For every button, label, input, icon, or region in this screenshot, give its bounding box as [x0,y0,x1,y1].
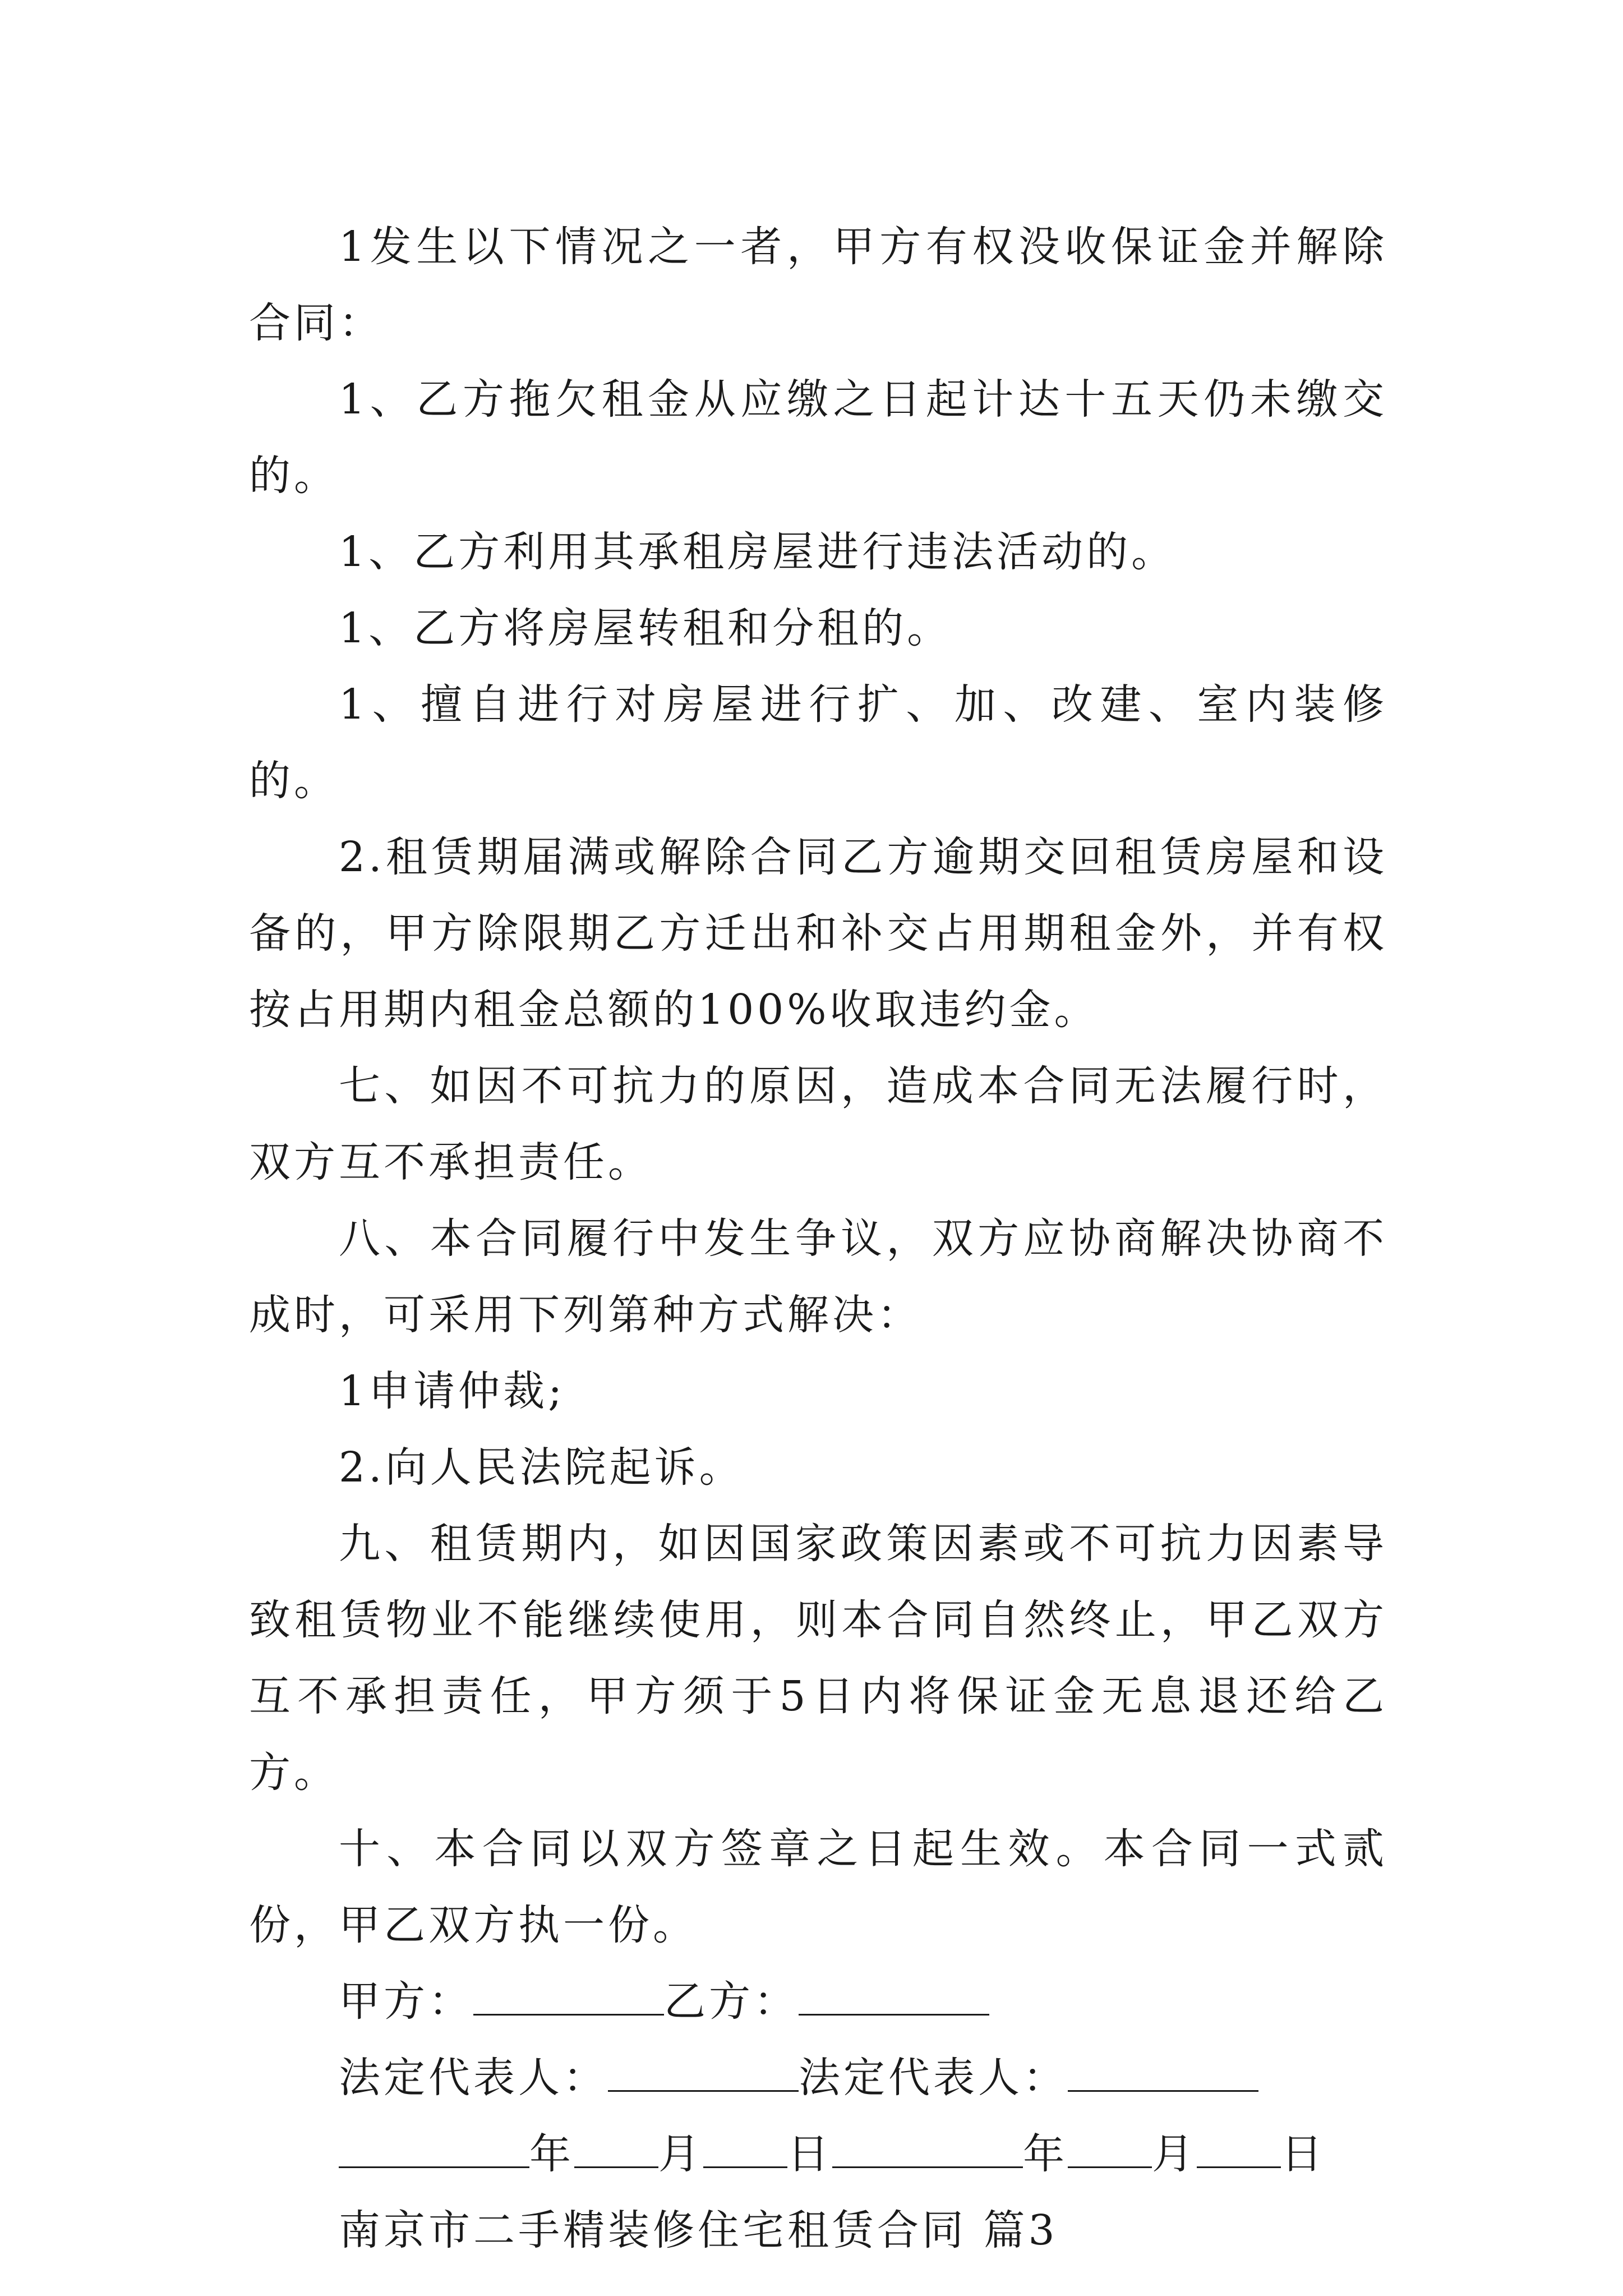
paragraph-1: 1发生以下情况之一者，甲方有权没收保证金并解除合同： [249,223,1387,347]
paragraph-10: 2.向人民法院起诉。 [339,1443,744,1492]
paragraph-4: 1、乙方将房屋转租和分租的。 [339,604,952,652]
date-a-month-label: 月 [658,2130,703,2178]
rep-a-blank [608,2051,799,2092]
rep-b-blank [1068,2051,1258,2092]
date-a-month-blank [574,2127,658,2168]
date-b-year-blank [832,2127,1023,2168]
paragraph-8: 八、本合同履行中发生争议，双方应协商解决协商不成时，可采用下列第种方式解决： [249,1214,1387,1339]
date-a-year-blank [339,2127,529,2168]
signature-representatives-line [249,2040,1387,2116]
paragraph-6: 2.租赁期届满或解除合同乙方逾期交回租赁房屋和设备的，甲方除限期乙方迁出和补交占用期租金外，并有权按占用期内租金总额的100%收取违约金。 [249,833,1387,1034]
contract-body [249,209,1387,2269]
paragraph-5: 1、擅自进行对房屋进行扩、加、改建、室内装修的。 [249,680,1387,805]
paragraph-3: 1、乙方利用其承租房屋进行违法活动的。 [339,528,1177,576]
date-a-day-label: 日 [787,2130,832,2178]
paragraph-11: 九、租赁期内，如因国家政策因素或不可抗力因素导致租赁物业不能继续使用，则本合同自然终止，甲乙双方互不承担责任，甲方须于5日内将保证金无息退还给乙方。 [249,1520,1387,1797]
party-b-label: 乙方： [664,1977,799,2026]
date-b-year-label: 年 [1023,2130,1068,2178]
date-a-year-label: 年 [529,2130,574,2178]
date-b-month-blank [1068,2127,1152,2168]
date-a-day-blank [703,2127,787,2168]
paragraph-2: 1、乙方拖欠租金从应缴之日起计达十五天仍未缴交的。 [249,375,1387,500]
date-b-month-label: 月 [1152,2130,1197,2178]
rep-b-label: 法定代表人： [799,2054,1068,2102]
paragraph-7: 七、如因不可抗力的原因，造成本合同无法履行时，双方互不承担责任。 [249,1062,1387,1186]
party-a-label: 甲方： [339,1977,473,2026]
signature-date-line [249,2116,1387,2192]
date-b-day-blank [1197,2127,1281,2168]
rep-a-label: 法定代表人： [339,2054,608,2102]
party-b-blank [799,1975,989,2016]
signature-parties-line [249,1963,1387,2040]
next-section-title: 南京市二手精装修住宅租赁合同 篇3 [339,2206,1058,2254]
paragraph-9: 1申请仲裁; [339,1367,566,1415]
party-a-blank [473,1975,664,2016]
paragraph-12: 十、本合同以双方签章之日起生效。本合同一式贰份，甲乙双方执一份。 [249,1825,1387,1949]
date-b-day-label: 日 [1281,2130,1326,2178]
